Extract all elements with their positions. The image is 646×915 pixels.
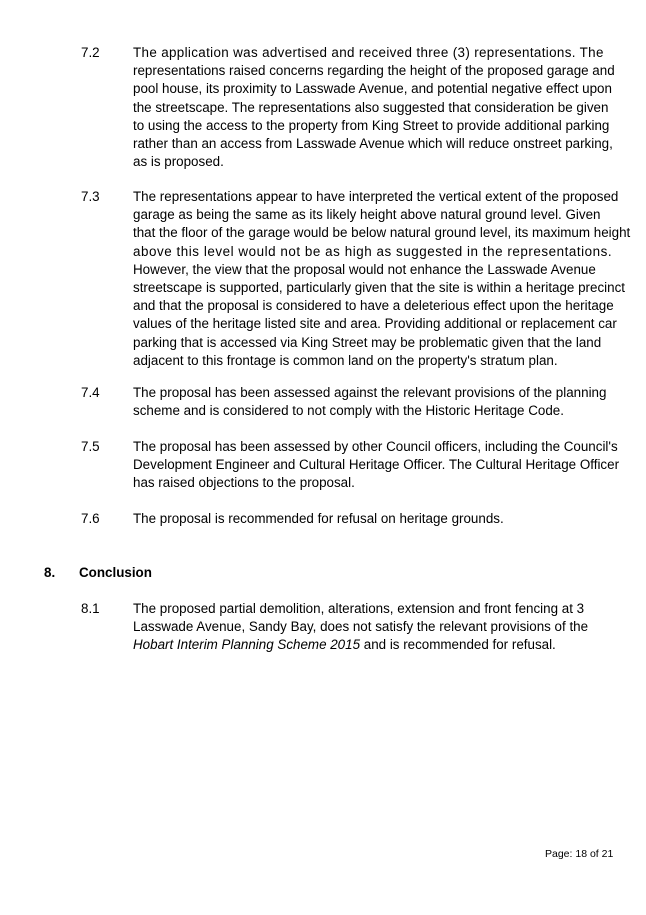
paragraph-7-2 <box>81 44 615 171</box>
text-line <box>133 636 601 654</box>
paragraph-8-1 <box>81 600 601 655</box>
text-line: streetscape is supported, particularly given that the site is within a heritage precinct <box>133 280 625 296</box>
text-line: and that the proposal is considered to have a deleterious effect upon the heritage <box>133 298 614 314</box>
paragraph-text <box>133 384 607 420</box>
text-line: adjacent to this frontage is common land on the property's stratum plan. <box>133 352 558 368</box>
paragraph-7-6 <box>81 510 601 528</box>
text-line: The proposed partial demolition, alterations, extension and front fencing at 3 <box>133 601 585 616</box>
paragraph-text <box>133 438 620 493</box>
text-line: above this level would not be as high as suggested in the representations. <box>133 243 613 259</box>
paragraph-number: 7.2 <box>81 45 100 60</box>
paragraph-7-5 <box>81 438 620 493</box>
paragraph-text <box>133 188 631 370</box>
paragraph-text <box>133 600 601 655</box>
text-line: rather than an access from Lasswade Avenue which will reduce onstreet parking, <box>133 136 613 152</box>
text-line: as is proposed. <box>133 154 224 170</box>
paragraph-7-4 <box>81 384 607 420</box>
paragraph-number: 7.6 <box>81 511 100 526</box>
text-line: garage as being the same as its likely height above natural ground level. Given <box>133 207 601 223</box>
text-line: that the floor of the garage would be below natural ground level, its maximum height <box>133 225 631 241</box>
text-line: values of the heritage listed site and area. Providing additional or replacement car <box>133 316 617 332</box>
text-line: the streetscape. The representations also suggested that consideration be given <box>133 99 609 115</box>
text-line: The application was advertised and received three (3) representations. The <box>133 45 604 60</box>
text-line: The proposal has been assessed against the relevant provisions of the planning <box>133 385 607 400</box>
paragraph-7-3 <box>81 188 631 370</box>
text-line: has raised objections to the proposal. <box>133 475 355 491</box>
paragraph-text <box>133 44 615 171</box>
text-line: pool house, its proximity to Lasswade Avenue, and potential negative effect upon <box>133 81 612 97</box>
text-fragment: and is recommended for refusal. <box>360 637 556 653</box>
paragraph-number: 7.5 <box>81 439 100 454</box>
text-line: Lasswade Avenue, Sandy Bay, does not satisfy the relevant provisions of the <box>133 619 589 635</box>
text-line: However, the view that the proposal would not enhance the Lasswade Avenue <box>133 261 596 277</box>
text-line: representations raised concerns regarding the height of the proposed garage and <box>133 63 615 79</box>
paragraph-number: 7.3 <box>81 189 100 204</box>
text-line: to using the access to the property from King Street to provide additional parking <box>133 117 610 133</box>
text-line: The representations appear to have interpreted the vertical extent of the proposed <box>133 189 619 204</box>
text-line: The proposal is recommended for refusal on heritage grounds. <box>133 511 504 526</box>
text-line: Development Engineer and Cultural Heritage Officer. The Cultural Heritage Officer <box>133 457 620 473</box>
text-line: parking that is accessed via King Street may be problematic given that the land <box>133 334 602 350</box>
scheme-title: Hobart Interim Planning Scheme 2015 <box>133 637 361 653</box>
page-number-footer: Page: 18 of 21 <box>545 848 614 860</box>
text-line: The proposal has been assessed by other Council officers, including the Council's <box>133 439 618 454</box>
text-line: scheme and is considered to not comply with the Historic Heritage Code. <box>133 403 564 419</box>
paragraph-number: 8.1 <box>81 601 100 616</box>
section-title: Conclusion <box>79 565 152 580</box>
paragraph-text <box>133 510 601 528</box>
paragraph-number: 7.4 <box>81 385 100 400</box>
section-number: 8. <box>44 565 56 580</box>
